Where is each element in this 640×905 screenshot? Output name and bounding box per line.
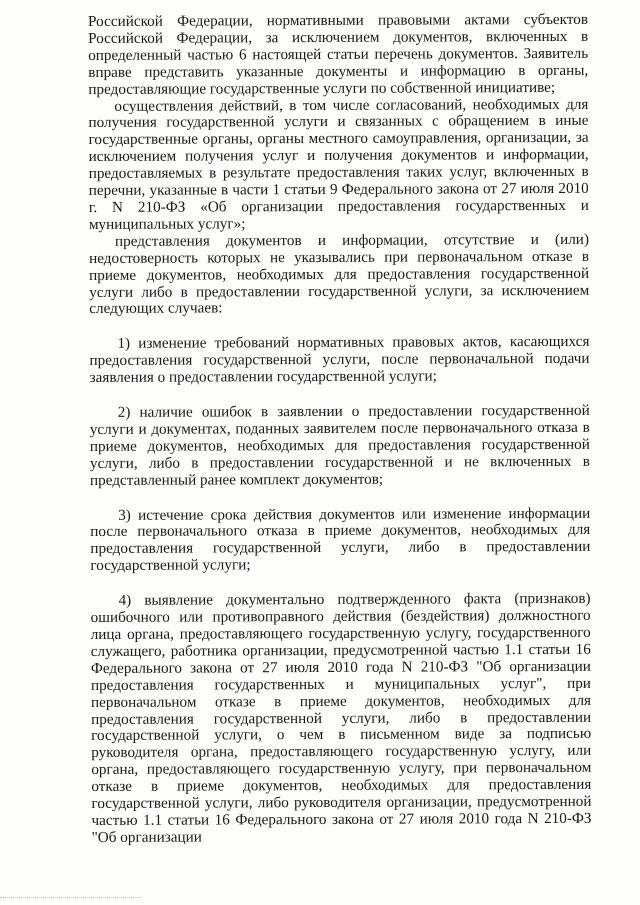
list-item-3: 3) истечение срока действия документов или изменение информации после первоначального отказа в приеме документов, необходимых для предоставления государственной услуги, либо в предоставлении государственной услуги; (90, 504, 591, 575)
document-body (88, 12, 592, 847)
list-item-1: 1) изменение требований нормативных правовых актов, касающихся предоставления государственной услуги, после первоначальной подачи заявления о предоставлении государственной услуги; (89, 333, 590, 387)
paragraph-continuation: Российской Федерации, нормативными правовыми актами субъектов Российской Федерации, за исключением документов, включенных в определенный частью 6 настоящей статьи перечень документов. Заявитель вправе представить указанные документы и информацию в органы, предоставляющие государственные услуги по собственной инициативе; (87, 10, 589, 98)
list-item-2: 2) наличие ошибок в заявлении о предоставлении государственной услуги и документах, поданных заявителем после первоначального отказа в приеме документов, необходимых для предоставления государственной услуги, либо в предоставлении государственной и не включенных в представленный ранее комплект документов; (89, 401, 590, 489)
paragraph-actions: осуществления действий, в том числе согласований, необходимых для получения государственной услуги и связанных с обращением в иные государственные органы, органы местного самоуправления, организации, за исключением получения услуг и получения документов и информации, предоставляемых в результате предоставления таких услуг, включенных в перечни, указанные в части 1 статьи 9 Федерального закона от 27 июля 2010 г. N 210-ФЗ «Об организации предоставления государственных и муниципальных услуг»; (88, 95, 589, 233)
paragraph-documents: представления документов и информации, отсутствие и (или) недостоверность которых не указывались при первоначальном отказе в приеме документов, необходимых для предоставления государственной услуги либо в предоставлении государственной услуги, за исключением следующих случаев: (89, 230, 590, 318)
scan-artifact-dots (0, 897, 140, 902)
list-item-4: 4) выявление документально подтвержденного факта (признаков) ошибочного или противоправного действия (бездействия) должностного лица органа, предоставляющего государственную услугу, государственного служащего, работника организации, предусмотренной частью 1.1 статьи 16 Федерального закона от 27 июля 2010 года N 210-ФЗ "Об организации предоставления государственных и муниципальных услуг", при первоначальном отказе в приеме документов, необходимых для предоставления государственной услуги, либо в предоставлении государственной услуги, о чем в письменном виде за подписью руководителя органа, предоставляющего государственную услугу, или органа, предоставляющего государственную услугу, при первоначальном отказе в приеме документов, необходимых для предоставления государственной услуги, либо руководителя организации, предусмотренной частью 1.1 статьи 16 Федерального закона от 27 июля 2010 года N 210-ФЗ "Об организации (90, 590, 592, 846)
